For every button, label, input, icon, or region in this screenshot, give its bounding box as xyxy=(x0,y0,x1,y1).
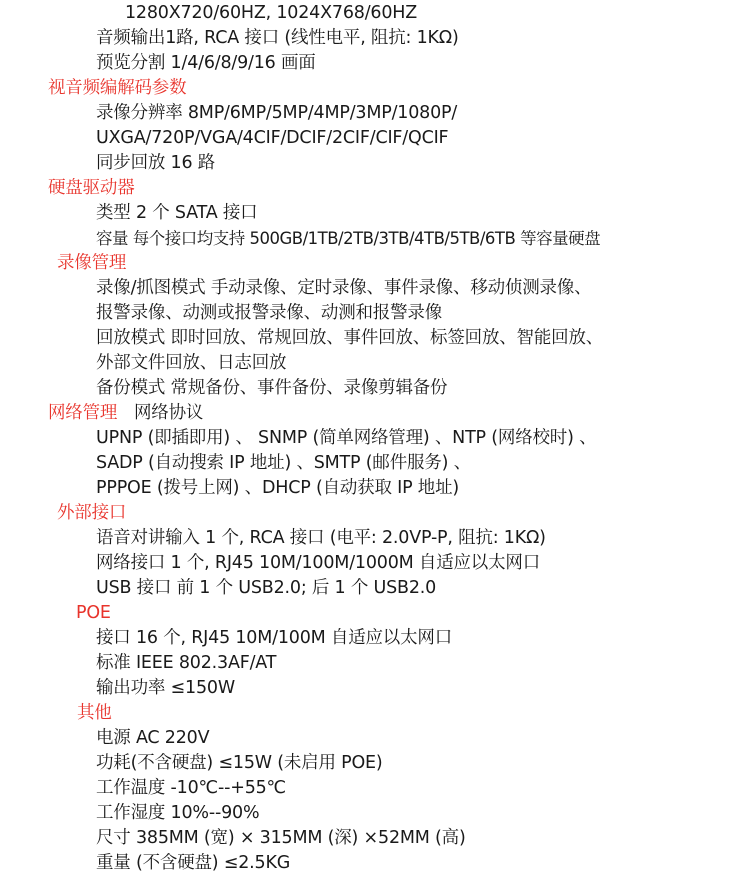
spec-line: 同步回放 16 路 xyxy=(96,153,216,173)
spec-line: 容量 每个接口均支持 500GB/1TB/2TB/3TB/4TB/5TB/6TB 等容量硬盘 xyxy=(96,229,601,248)
spec-line: UXGA/720P/VGA/4CIF/DCIF/2CIF/CIF/QCIF xyxy=(96,128,449,148)
spec-line: 语音对讲输入 1 个, RCA 接口 (电平: 2.0VP-P, 阻抗: 1KΩ) xyxy=(96,528,546,548)
spec-line: 回放模式 即时回放、常规回放、事件回放、标签回放、智能回放、 xyxy=(96,328,604,348)
spec-line: PPPOE (拨号上网) 、DHCP (自动获取 IP 地址) xyxy=(96,478,460,498)
spec-line: 重量 (不含硬盘) ≤2.5KG xyxy=(96,853,291,873)
spec-line: 录像/抓图模式 手动录像、定时录像、事件录像、移动侦测录像、 xyxy=(96,278,592,298)
spec-line: 预览分割 1/4/6/8/9/16 画面 xyxy=(96,53,316,73)
spec-line: 类型 2 个 SATA 接口 xyxy=(96,203,258,223)
spec-line: 功耗(不含硬盘) ≤15W (未启用 POE) xyxy=(96,753,383,773)
spec-line: UPNP (即插即用) 、 SNMP (简单网络管理) 、NTP (网络校时) 、 xyxy=(96,428,597,448)
section-heading: 其他 xyxy=(77,703,112,723)
spec-line: 标准 IEEE 802.3AF/AT xyxy=(96,653,277,673)
spec-line: 接口 16 个, RJ45 10M/100M 自适应以太网口 xyxy=(96,628,452,648)
section-heading: POE xyxy=(76,603,111,623)
section-heading: 网络管理 xyxy=(48,403,118,423)
spec-line: 工作温度 -10℃--+55℃ xyxy=(96,778,287,798)
section-heading: 录像管理 xyxy=(57,253,127,273)
spec-line: SADP (自动搜索 IP 地址) 、SMTP (邮件服务) 、 xyxy=(96,453,471,473)
spec-line: 报警录像、动测或报警录像、动测和报警录像 xyxy=(96,303,442,323)
spec-line: 音频输出1路, RCA 接口 (线性电平, 阻抗: 1KΩ) xyxy=(96,28,459,48)
spec-line: 录像分辨率 8MP/6MP/5MP/4MP/3MP/1080P/ xyxy=(96,103,458,123)
section-heading: 视音频编解码参数 xyxy=(48,78,187,98)
spec-line: 工作湿度 10%--90% xyxy=(96,803,260,823)
spec-line: 1280X720/60HZ, 1024X768/60HZ xyxy=(125,3,418,23)
spec-line: 输出功率 ≤150W xyxy=(96,678,235,698)
spec-line: 网络协议 xyxy=(134,403,204,423)
spec-line: 外部文件回放、日志回放 xyxy=(96,353,287,373)
spec-line: 电源 AC 220V xyxy=(96,728,210,748)
spec-line: 尺寸 385MM (宽) × 315MM (深) ×52MM (高) xyxy=(96,828,466,848)
spec-line: 网络接口 1 个, RJ45 10M/100M/1000M 自适应以太网口 xyxy=(96,553,540,573)
spec-line: 备份模式 常规备份、事件备份、录像剪辑备份 xyxy=(96,378,448,398)
spec-line: USB 接口 前 1 个 USB2.0; 后 1 个 USB2.0 xyxy=(96,578,437,598)
section-heading: 硬盘驱动器 xyxy=(48,178,135,198)
section-heading: 外部接口 xyxy=(57,503,127,523)
